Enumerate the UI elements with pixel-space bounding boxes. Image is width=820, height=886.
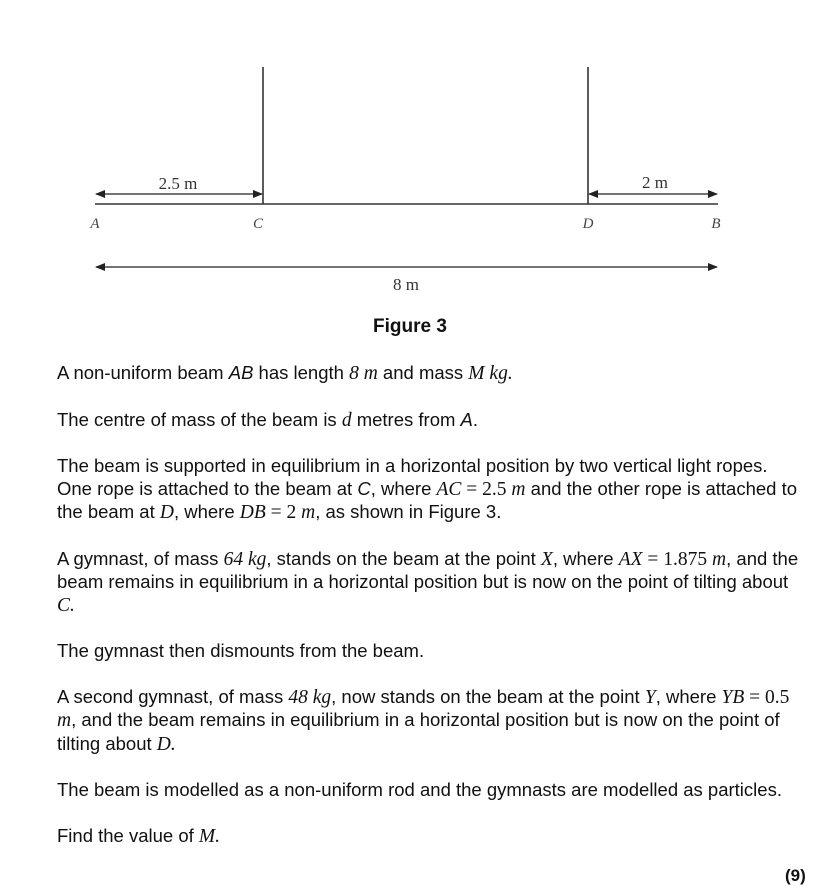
figure-caption: Figure 3 xyxy=(373,316,447,337)
point-label-b: B xyxy=(711,216,721,232)
point-label-a: A xyxy=(90,216,100,232)
dimension-label-ab: 8 m xyxy=(393,275,419,294)
paragraph-dismount: The gymnast then dismounts from the beam. xyxy=(57,640,425,661)
paragraph-beam-intro: A non-uniform beam AB has length 8 m and mass M kg. xyxy=(57,362,513,384)
point-label-c: C xyxy=(252,216,264,232)
paragraph-first-gymnast: A gymnast, of mass 64 kg, stands on the beam at the point X, where AX = 1.875 m, and the beam remains in equilibrium in a horizontal position but is now on the point of tilting about C. xyxy=(57,547,799,616)
beam-diagram xyxy=(0,0,820,310)
paragraph-second-gymnast: A second gymnast, of mass 48 kg, now stands on the beam at the point Y, where YB = 0.5 m, and the beam remains in equilibrium in a horizontal position but is now on the point of tilting about D. xyxy=(57,685,790,755)
dimension-label-db: 2 m xyxy=(642,173,668,192)
point-label-d: D xyxy=(582,216,594,232)
paragraph-centre-of-mass: The centre of mass of the beam is d metres from A. xyxy=(57,408,479,431)
marks-label: (9) xyxy=(785,866,806,885)
paragraph-ropes: The beam is supported in equilibrium in a horizontal position by two vertical light ropes. One rope is attached to the beam at C, where AC = 2.5 m and the other rope is attached to the beam at D, where DB = 2 m, as shown in Figure 3. xyxy=(57,455,798,523)
question-text xyxy=(57,362,802,871)
paragraph-model: The beam is modelled as a non-uniform rod and the gymnasts are modelled as particles. xyxy=(57,779,782,800)
dimension-label-ac: 2.5 m xyxy=(158,174,198,193)
paragraph-question: Find the value of M. xyxy=(57,824,221,847)
